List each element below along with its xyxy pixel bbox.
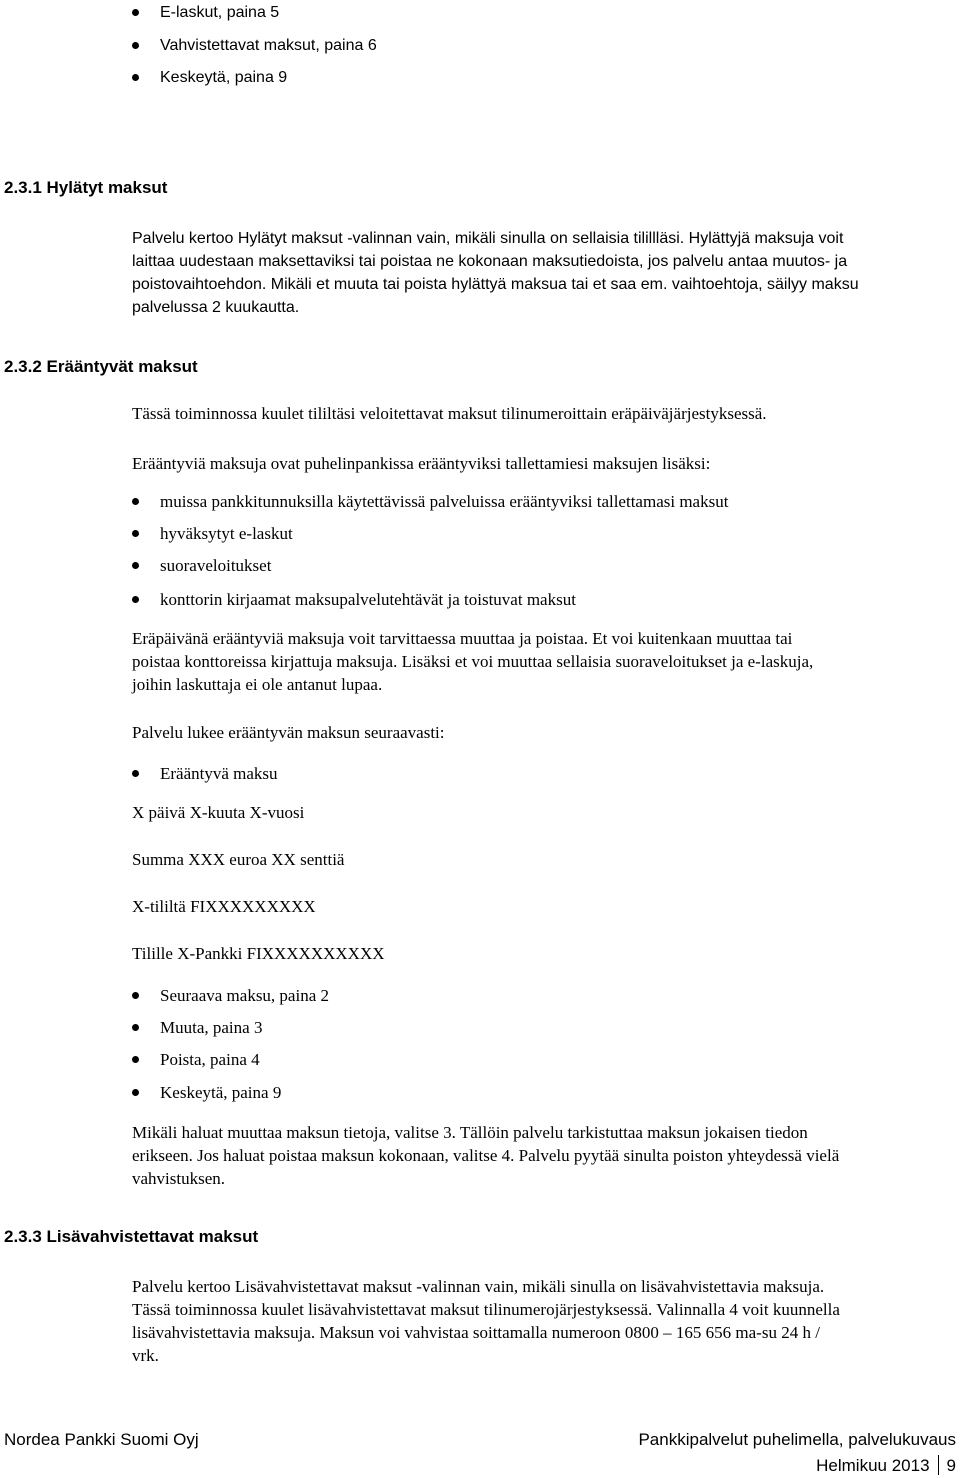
footer-page-info <box>816 1455 956 1476</box>
detail-line: X päivä X-kuuta X-vuosi <box>132 803 305 822</box>
text-line: Palvelu kertoo Lisävahvistettavat maksut -valinnan vain, mikäli sinulla on lisävahvistettavia maksuja. <box>132 1277 825 1296</box>
text-line: poistaa konttoreissa kirjattuja maksuja. Lisäksi et voi muuttaa sellaisia suoraveloitukset ja e-laskuja, <box>132 652 814 671</box>
bullet <box>132 1089 139 1096</box>
section-heading-232: 2.3.2 Erääntyvät maksut <box>4 357 198 376</box>
text-line: erikseen. Jos haluat poistaa maksun kokonaan, valitse 4. Palvelu pyytää sinulta poiston yhteydessä vielä <box>132 1146 840 1165</box>
text-line: joihin laskuttaja ei ole antanut lupaa. <box>132 675 383 694</box>
bullet <box>132 596 139 603</box>
bullet <box>132 1056 139 1063</box>
bullet <box>132 74 139 81</box>
bullet <box>132 42 139 49</box>
bullet <box>132 562 139 569</box>
list-item: Keskeytä, paina 9 <box>160 69 288 86</box>
section-232-intro: Tässä toiminnossa kuulet tililtäsi veloitettavat maksut tilinumeroittain eräpäiväjärjestyksessä. <box>132 404 767 423</box>
section-heading-231: 2.3.1 Hylätyt maksut <box>4 178 168 197</box>
text-line: vahvistuksen. <box>132 1169 226 1188</box>
section-231-text <box>132 227 859 319</box>
text-line: vrk. <box>132 1346 159 1365</box>
list-item: hyväksytyt e-laskut <box>160 524 293 543</box>
detail-line: Tilille X-Pankki FIXXXXXXXXXX <box>132 944 385 963</box>
section-heading-233: 2.3.3 Lisävahvistettavat maksut <box>4 1227 259 1246</box>
list-item: Erääntyvä maksu <box>160 764 278 783</box>
footer-company: Nordea Pankki Suomi Oyj <box>4 1430 199 1449</box>
section-232-lead: Erääntyviä maksuja ovat puhelinpankissa erääntyviksi tallettamiesi maksujen lisäksi: <box>132 454 711 473</box>
text-line: lisävahvistettavia maksuja. Maksun voi vahvistaa soittamalla numeroon 0800 – 165 656 ma-su 24 h / <box>132 1323 820 1342</box>
detail-line: X-tililtä FIXXXXXXXXX <box>132 897 316 916</box>
section-232-para3 <box>132 1121 839 1190</box>
list-item: E-laskut, paina 5 <box>160 4 280 21</box>
detail-line: Summa XXX euroa XX senttiä <box>132 850 345 869</box>
list-item: muissa pankkitunnuksilla käytettävissä palveluissa erääntyviksi tallettamasi maksut <box>160 492 729 511</box>
text-line: laittaa uudestaan maksettaviksi tai poistaa ne kokonaan maksutiedoista, jos palvelu antaa muutos- ja <box>132 253 848 270</box>
text-line: Tässä toiminnossa kuulet lisävahvistettavat maksut tilinumerojärjestyksessä. Valinnalla 4 voit kuunnella <box>132 1300 840 1319</box>
footer-title: Pankkipalvelut puhelimella, palvelukuvaus <box>638 1430 956 1449</box>
bullet <box>132 9 139 16</box>
footer-divider <box>938 1455 939 1475</box>
text-line: poistovaihtoehdon. Mikäli et muuta tai poista hylättyä maksua tai et saa em. vaihtoehtoja, säilyy maksu <box>132 276 859 293</box>
list-item: suoraveloitukset <box>160 556 272 575</box>
section-232-para2 <box>132 627 813 696</box>
section-233-text <box>132 1275 840 1367</box>
bullet <box>132 498 139 505</box>
footer-date: Helmikuu 2013 <box>816 1456 930 1475</box>
bullet <box>132 992 139 999</box>
bullet <box>132 770 139 777</box>
bullet <box>132 530 139 537</box>
list-item: Poista, paina 4 <box>160 1050 260 1069</box>
list-item: Muuta, paina 3 <box>160 1018 263 1037</box>
text-line: Palvelu kertoo Hylätyt maksut -valinnan vain, mikäli sinulla on sellaisia tilillläsi. Hylättyjä maksuja voit <box>132 230 844 247</box>
list-item: Seuraava maksu, paina 2 <box>160 986 329 1005</box>
list-item: Vahvistettavat maksut, paina 6 <box>160 37 377 54</box>
text-line: Mikäli haluat muuttaa maksun tietoja, valitse 3. Tällöin palvelu tarkistuttaa maksun jokaisen tiedon <box>132 1123 808 1142</box>
text-line: Eräpäivänä erääntyviä maksuja voit tarvittaessa muuttaa ja poistaa. Et voi kuitenkaan muuttaa tai <box>132 629 793 648</box>
text-line: palvelussa 2 kuukautta. <box>132 299 300 316</box>
footer-page-number: 9 <box>946 1456 956 1475</box>
list-item: Keskeytä, paina 9 <box>160 1083 282 1102</box>
bullet <box>132 1024 139 1031</box>
section-232-reads: Palvelu lukee erääntyvän maksun seuraavasti: <box>132 723 445 742</box>
list-item: konttorin kirjaamat maksupalvelutehtävät ja toistuvat maksut <box>160 590 576 609</box>
